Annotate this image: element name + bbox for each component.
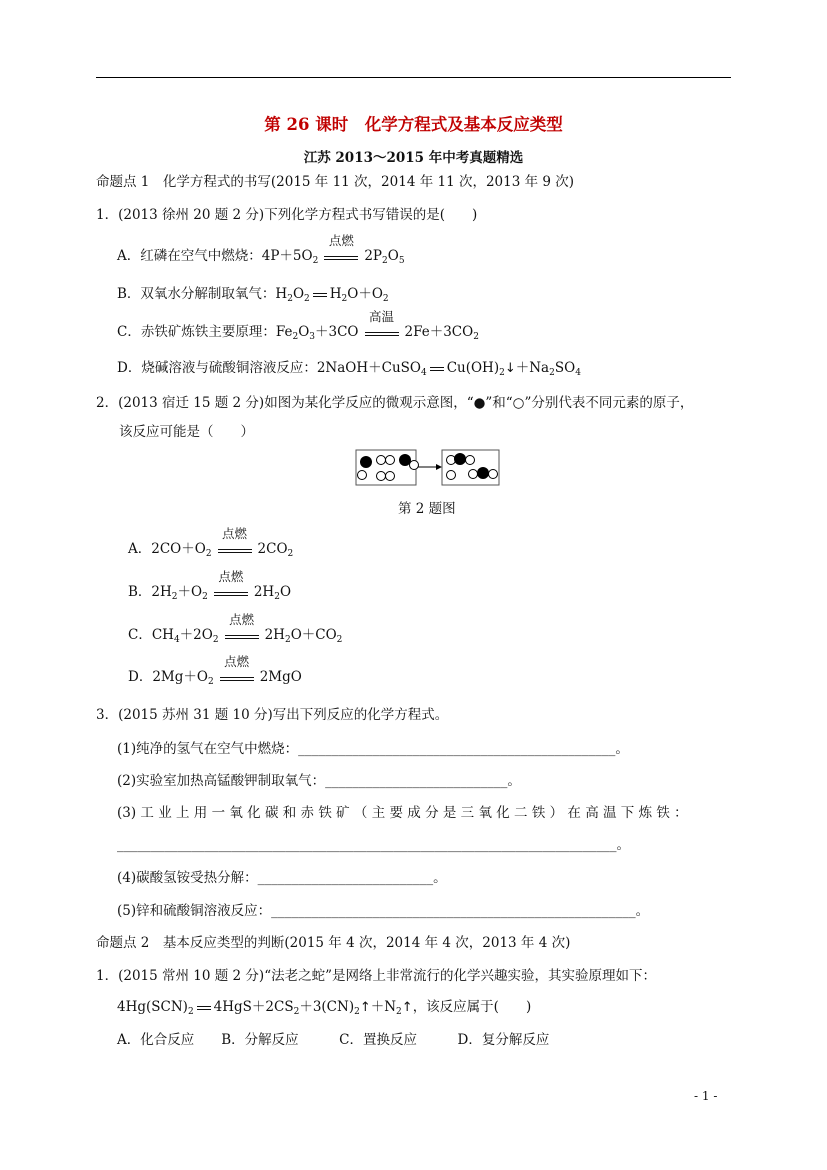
- q1-option-b: B．双氧水分解制取氧气：$H_2O_2$ $H_2O+O_2$: [117, 286, 389, 304]
- q4-stem: 1．(2015 常州 10 题 2 分)“法老之蛇”是网络上非常流行的化学兴趣实验，其实验原理如下：: [96, 968, 657, 984]
- q2-option-c: C．$CH_4+2O_2$ 点燃 $2H_2O+CO_2$: [128, 612, 343, 645]
- page-subtitle: 江苏 2013～2015 年中考真题精选: [303, 150, 524, 166]
- q3-item-4: (4)碳酸氢铵受热分解：__________________________。: [117, 870, 447, 886]
- q1-option-a: A．红磷在空气中燃烧：$4P+5O_2$ 点燃 $2P_2O_5$: [117, 233, 405, 266]
- q1-option-c: C．赤铁矿炼铁主要原理：$Fe_2O_3+3CO$ 高温 $2Fe+3CO_2$: [117, 309, 479, 342]
- q3-stem: 3．(2015 苏州 31 题 10 分)写出下列反应的化学方程式。: [96, 707, 449, 723]
- q3-item-3-line2: __________________________________________________________________________。: [117, 837, 630, 853]
- q3-item-1: (1)纯净的氢气在空气中燃烧：_______________________________________________。: [117, 741, 629, 757]
- q2-molecule-diagram: [354, 448, 502, 488]
- q1-stem: 1．(2013 徐州 20 题 2 分)下列化学方程式书写错误的是( ): [96, 207, 478, 223]
- header-rule: [96, 77, 731, 78]
- condition-ignite: 点燃: [324, 249, 358, 260]
- q1-option-d: D．烧碱溶液与硫酸铜溶液反应：2NaOH＋CuSO$_4$ $Cu(OH)_2↓+Na_2SO_4$: [117, 360, 581, 378]
- q2-option-d: D．$2Mg+O_2$ 点燃 2MgO: [128, 654, 302, 687]
- q3-item-3-line1: (3) 工 业 上 用 一 氧 化 碳 和 赤 铁 矿 （ 主 要 成 分 是 三 氧 化 二 铁 ） 在 高 温 下 炼 铁 ：: [117, 805, 688, 821]
- q2-stem-line1: 2．(2013 宿迁 15 题 2 分)如图为某化学反应的微观示意图，“●”和“○”分别代表不同元素的原子，: [96, 395, 694, 411]
- q4-options: A．化合反应 B．分解反应 C．置换反应 D．复分解反应: [117, 1032, 550, 1048]
- q2-option-b: B．$2H_2+O_2$ 点燃 $2H_2O$: [128, 569, 292, 602]
- page-title: 第 26 课时 化学方程式及基本反应类型: [264, 115, 563, 134]
- condition-high-temp: 高温: [365, 325, 399, 336]
- topic2-heading: 命题点 2 基本反应类型的判断(2015 年 4 次，2014 年 4 次，2013 年 4 次): [96, 935, 571, 951]
- q4-equation: $4Hg(SCN)_2$ $4HgS+2CS_2+3(CN)_2↑+N_2↑$，该反应属于( ): [117, 999, 532, 1017]
- q2-figure-caption: 第 2 题图: [398, 501, 456, 517]
- topic1-heading: 命题点 1 化学方程式的书写(2015 年 11 次，2014 年 11 次，2013 年 9 次): [96, 174, 575, 190]
- q3-item-2: (2)实验室加热高锰酸钾制取氧气：___________________________。: [117, 773, 521, 789]
- q2-stem-line2: 该反应可能是（ ）: [119, 424, 254, 440]
- q2-option-a: A．$2CO+O_2$ 点燃 $2CO_2$: [128, 526, 294, 559]
- page-number: - 1 -: [694, 1089, 718, 1103]
- q3-item-5: (5)锌和硫酸铜溶液反应：______________________________________________________。: [117, 903, 650, 919]
